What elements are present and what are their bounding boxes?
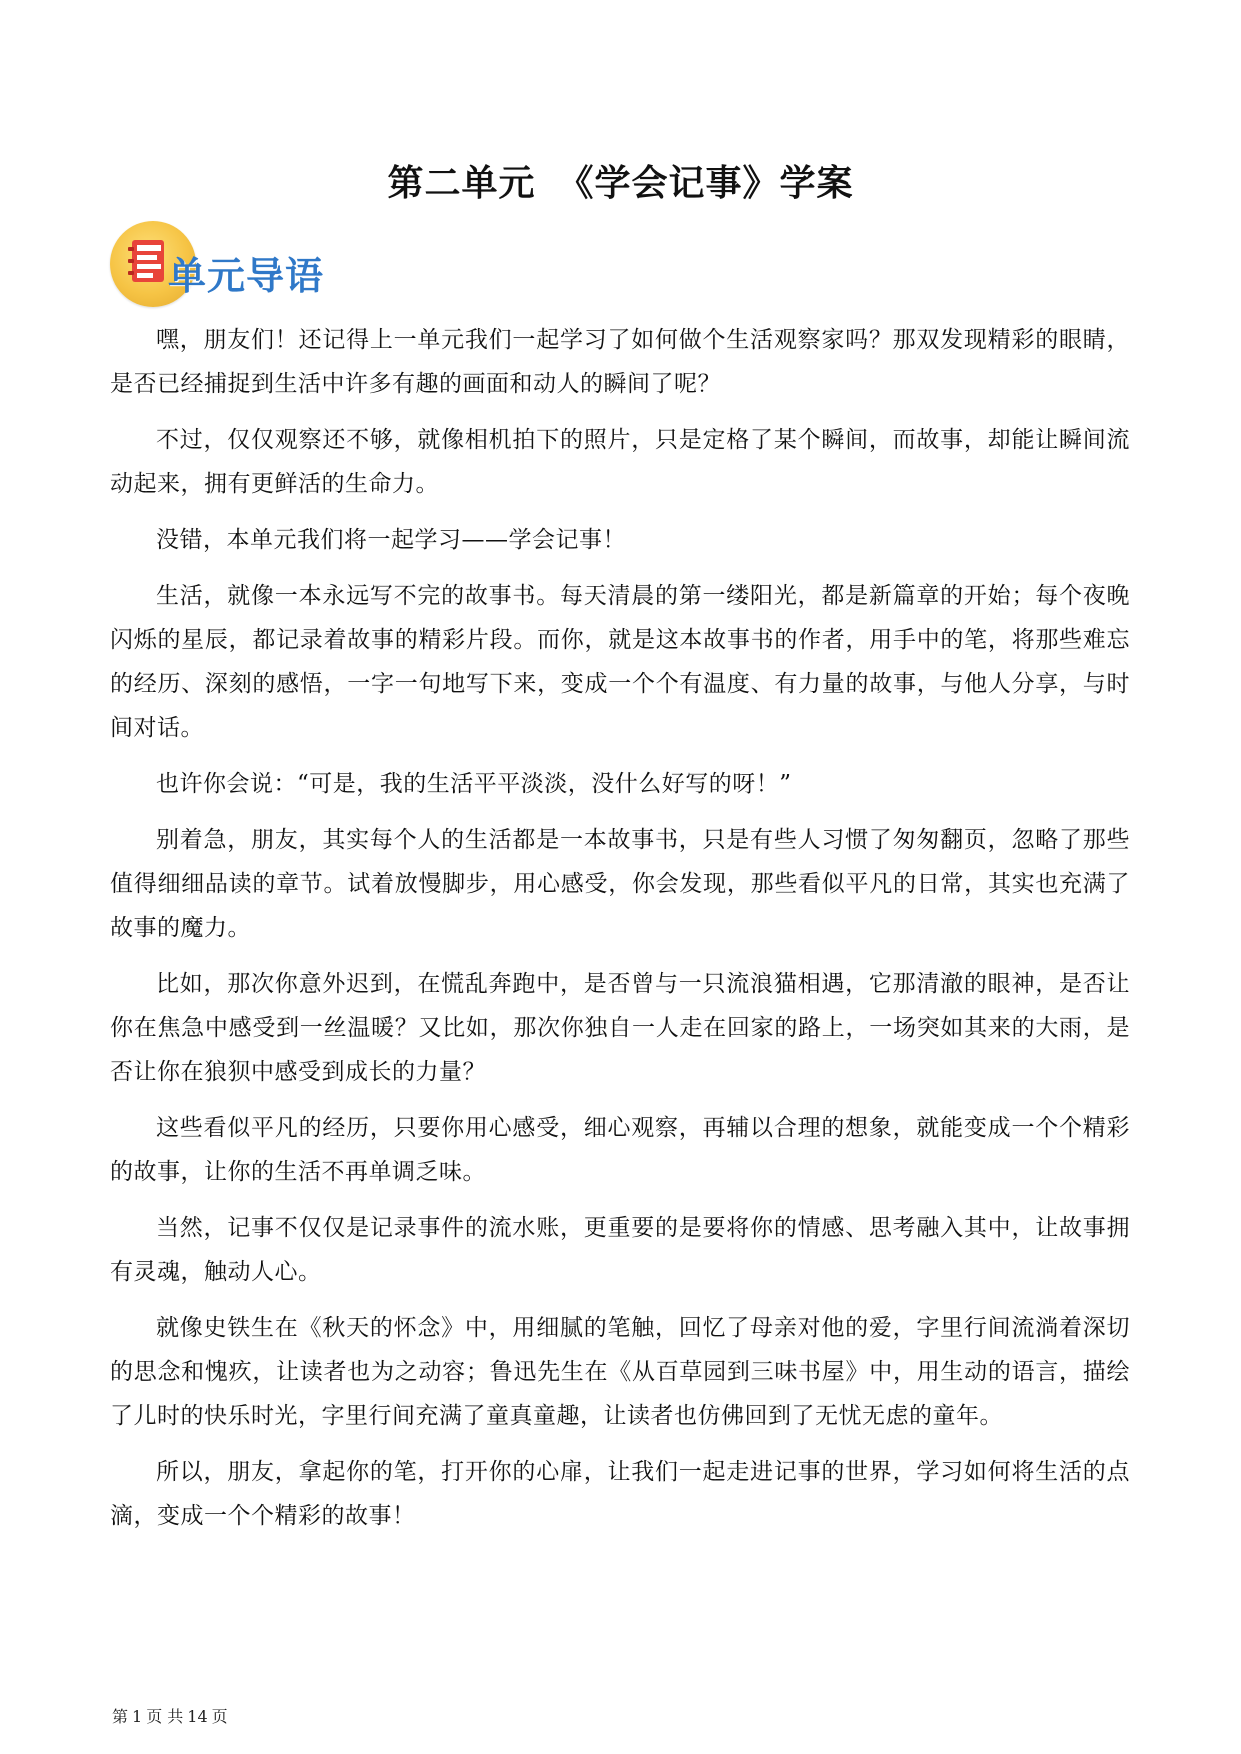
title-unit: 第二单元 [387, 163, 536, 204]
paragraph: 这些看似平凡的经历，只要你用心感受，细心观察，再辅以合理的想象，就能变成一个个精彩的故事，让你的生活不再单调乏味。 [110, 1115, 1130, 1185]
footer-page-number: 1 [132, 1707, 143, 1726]
page-title [0, 155, 1241, 206]
footer-suffix: 页 [211, 1707, 228, 1726]
paragraph: 比如，那次你意外迟到，在慌乱奔跑中，是否曾与一只流浪猫相遇，它那清澈的眼神，是否让你在焦急中感受到一丝温暖？又比如，那次你独自一人走在回家的路上，一场突如其来的大雨，是否让你在狼狈中感受到成长的力量？ [110, 971, 1130, 1085]
paragraph: 没错，本单元我们将一起学习——学会记事！ [156, 527, 626, 553]
footer-middle: 页 共 [146, 1707, 184, 1726]
page-footer [110, 1704, 230, 1727]
paragraph: 就像史铁生在《秋天的怀念》中，用细腻的笔触，回忆了母亲对他的爱，字里行间流淌着深切的思念和愧疚，让读者也为之动容；鲁迅先生在《从百草园到三味书屋》中，用生动的语言，描绘了儿时的快乐时光，字里行间充满了童真童趣，让读者也仿佛回到了无忧无虑的童年。 [110, 1315, 1130, 1429]
paragraph: 生活，就像一本永远写不完的故事书。每天清晨的第一缕阳光，都是新篇章的开始；每个夜晚闪烁的星辰，都记录着故事的精彩片段。而你，就是这本故事书的作者，用手中的笔，将那些难忘的经历、深刻的感悟，一字一句地写下来，变成一个个有温度、有力量的故事，与他人分享，与时间对话。 [110, 583, 1130, 741]
book-icon [128, 237, 172, 287]
section-header-unit-intro [110, 213, 370, 313]
section-label: 单元导语 [168, 254, 325, 298]
footer-prefix: 第 [112, 1707, 129, 1726]
paragraph: 嘿，朋友们！还记得上一单元我们一起学习了如何做个生活观察家吗？那双发现精彩的眼睛，是否已经捕捉到生活中许多有趣的画面和动人的瞬间了呢？ [110, 327, 1130, 397]
paragraph: 所以，朋友，拿起你的笔，打开你的心扉，让我们一起走进记事的世界，学习如何将生活的点滴，变成一个个精彩的故事！ [110, 1459, 1130, 1529]
paragraph: 也许你会说：“可是，我的生活平平淡淡，没什么好写的呀！” [156, 771, 792, 797]
footer-total-pages: 14 [187, 1707, 208, 1726]
paragraph: 不过，仅仅观察还不够，就像相机拍下的照片，只是定格了某个瞬间，而故事，却能让瞬间流动起来，拥有更鲜活的生命力。 [110, 427, 1130, 497]
intro-body [110, 318, 1130, 1550]
paragraph: 别着急，朋友，其实每个人的生活都是一本故事书，只是有些人习惯了匆匆翻页，忽略了那些值得细细品读的章节。试着放慢脚步，用心感受，你会发现，那些看似平凡的日常，其实也充满了故事的魔力。 [110, 827, 1130, 941]
paragraph: 当然，记事不仅仅是记录事件的流水账，更重要的是要将你的情感、思考融入其中，让故事拥有灵魂，触动人心。 [110, 1215, 1130, 1285]
title-lesson: 《学会记事》学案 [557, 163, 854, 204]
